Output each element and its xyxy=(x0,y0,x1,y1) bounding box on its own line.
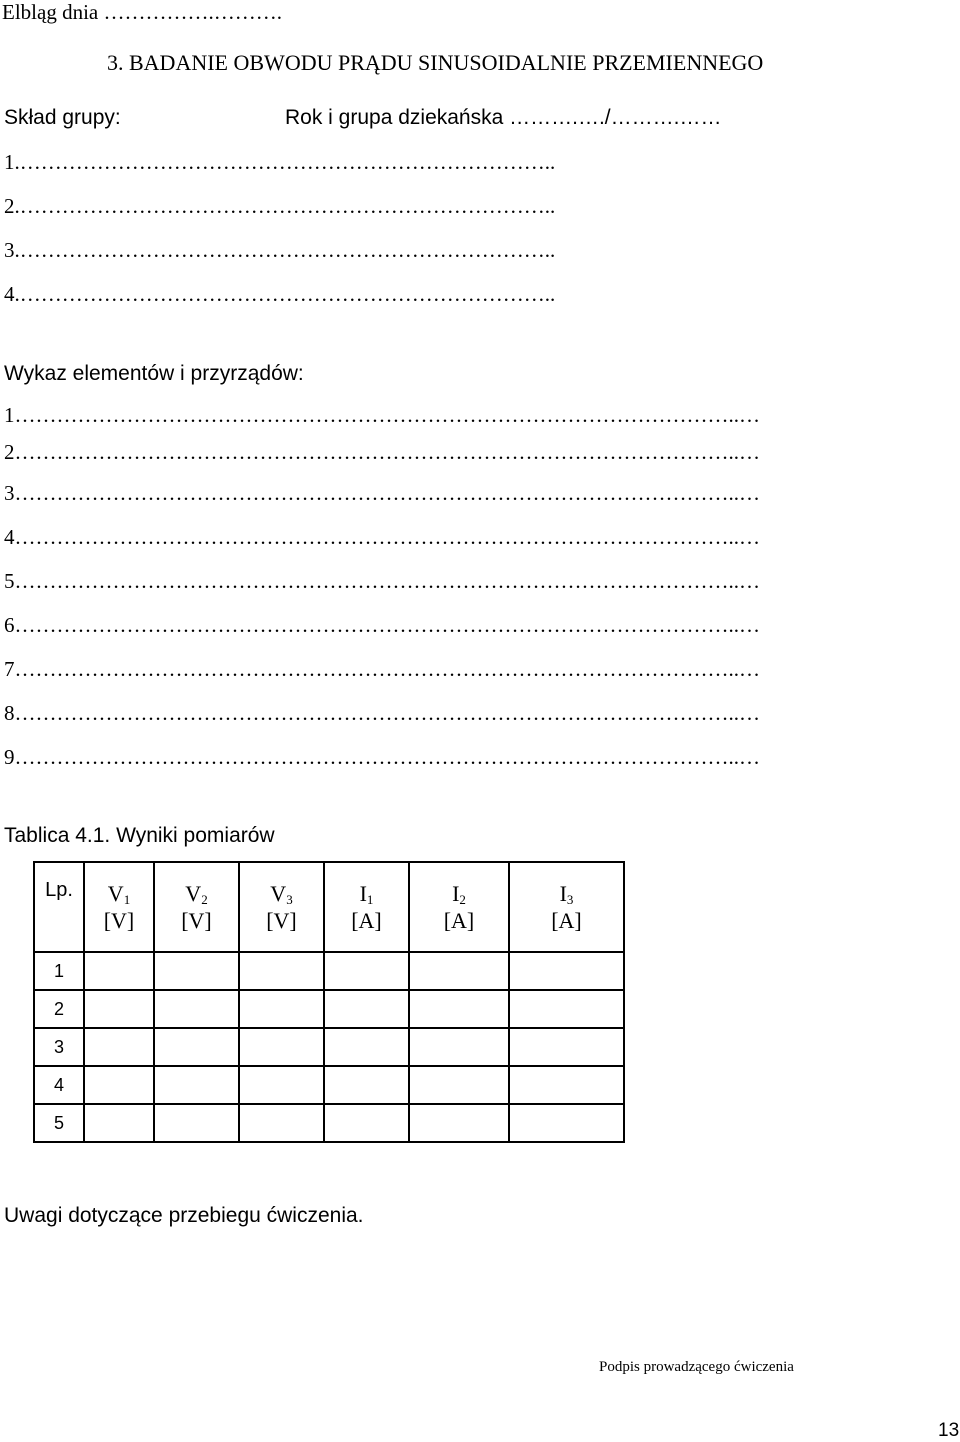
table-cell xyxy=(509,1028,624,1066)
table-row xyxy=(34,952,624,990)
element-line-2: 2…………………………………………………………………………………………..… xyxy=(4,440,760,464)
element-line-9: 9…………………………………………………………………………………………..… xyxy=(4,745,760,769)
city-date-line: Elbląg dnia …………….………. xyxy=(2,0,282,24)
group-member-line-1: 1.………………………………………………………………….. xyxy=(4,150,556,174)
table-cell xyxy=(509,952,624,990)
row-number: 4 xyxy=(34,1066,84,1104)
signature-label: Podpis prowadzącego ćwiczenia xyxy=(599,1359,794,1375)
table-cell xyxy=(324,990,409,1028)
table-cell xyxy=(154,1066,239,1104)
table-cell xyxy=(154,990,239,1028)
table-cell xyxy=(324,952,409,990)
table-cell xyxy=(409,1028,509,1066)
column-header-i2 xyxy=(409,862,509,952)
table-cell xyxy=(154,1104,239,1142)
table-row xyxy=(34,1104,624,1142)
table-cell xyxy=(84,1104,154,1142)
table-cell xyxy=(324,1104,409,1142)
table-cell xyxy=(409,952,509,990)
elements-list-title: Wykaz elementów i przyrządów: xyxy=(4,362,304,385)
element-line-8: 8…………………………………………………………………………………………..… xyxy=(4,701,760,725)
table-cell xyxy=(509,990,624,1028)
column-symbol: I xyxy=(452,881,460,906)
table-cell xyxy=(409,1066,509,1104)
results-table xyxy=(33,861,625,1143)
table-row xyxy=(34,990,624,1028)
column-subscript: 3 xyxy=(286,892,293,907)
group-member-line-3: 3.………………………………………………………………….. xyxy=(4,238,556,262)
row-number: 5 xyxy=(34,1104,84,1142)
table-cell xyxy=(409,990,509,1028)
column-header-i3 xyxy=(509,862,624,952)
table-cell xyxy=(84,952,154,990)
element-line-3: 3…………………………………………………………………………………………..… xyxy=(4,481,760,505)
column-unit: [V] xyxy=(181,908,212,933)
column-unit: [A] xyxy=(351,908,382,933)
column-header-lp xyxy=(34,862,84,952)
column-unit: [A] xyxy=(443,908,475,933)
column-unit: [A] xyxy=(551,908,582,933)
group-member-line-4: 4.………………………………………………………………….. xyxy=(4,282,556,306)
element-line-1: 1…………………………………………………………………………………………..… xyxy=(4,403,760,427)
table-cell xyxy=(324,1066,409,1104)
remarks-label: Uwagi dotyczące przebiegu ćwiczenia. xyxy=(4,1204,364,1227)
column-symbol: V xyxy=(107,881,124,906)
table-cell xyxy=(84,1066,154,1104)
row-number: 3 xyxy=(34,1028,84,1066)
column-symbol: V xyxy=(185,881,202,906)
row-number: 1 xyxy=(34,952,84,990)
table-cell xyxy=(239,1028,324,1066)
table-cell xyxy=(239,1066,324,1104)
column-subscript: 3 xyxy=(566,892,574,907)
column-header-v1 xyxy=(84,862,154,952)
column-subscript: 2 xyxy=(459,892,466,907)
column-header-v2 xyxy=(154,862,239,952)
year-group-field: Rok i grupa dziekańska ……….…./……….…… xyxy=(285,106,722,129)
page-title: 3. BADANIE OBWODU PRĄDU SINUSOIDALNIE PRZEMIENNEGO xyxy=(107,50,764,75)
table-row xyxy=(34,1066,624,1104)
element-line-4: 4…………………………………………………………………………………………..… xyxy=(4,525,760,549)
table-cell xyxy=(84,990,154,1028)
table-cell xyxy=(409,1104,509,1142)
table-cell xyxy=(239,990,324,1028)
group-member-line-2: 2.………………………………………………………………….. xyxy=(4,194,556,218)
table-cell xyxy=(509,1066,624,1104)
table-cell xyxy=(239,952,324,990)
table-caption: Tablica 4.1. Wyniki pomiarów xyxy=(4,824,275,847)
element-line-6: 6…………………………………………………………………………………………..… xyxy=(4,613,760,637)
group-label: Skład grupy: xyxy=(4,106,121,129)
row-number: 2 xyxy=(34,990,84,1028)
column-subscript: 1 xyxy=(366,892,374,907)
table-header-row xyxy=(34,862,624,952)
table-cell xyxy=(509,1104,624,1142)
table-cell xyxy=(84,1028,154,1066)
table-cell xyxy=(154,952,239,990)
page-number: 13 xyxy=(938,1420,960,1441)
column-symbol: I xyxy=(559,881,567,906)
element-line-7: 7…………………………………………………………………………………………..… xyxy=(4,657,760,681)
column-symbol: I xyxy=(359,881,367,906)
column-header-lp-label: Lp. xyxy=(45,879,73,901)
table-cell xyxy=(154,1028,239,1066)
column-unit: [V] xyxy=(266,908,297,933)
column-header-i1 xyxy=(324,862,409,952)
element-line-5: 5…………………………………………………………………………………………..… xyxy=(4,569,760,593)
column-subscript: 1 xyxy=(123,892,131,907)
column-unit: [V] xyxy=(103,908,135,933)
table-cell xyxy=(239,1104,324,1142)
table-cell xyxy=(324,1028,409,1066)
column-symbol: V xyxy=(270,881,287,906)
column-header-v3 xyxy=(239,862,324,952)
table-row xyxy=(34,1028,624,1066)
column-subscript: 2 xyxy=(201,892,208,907)
